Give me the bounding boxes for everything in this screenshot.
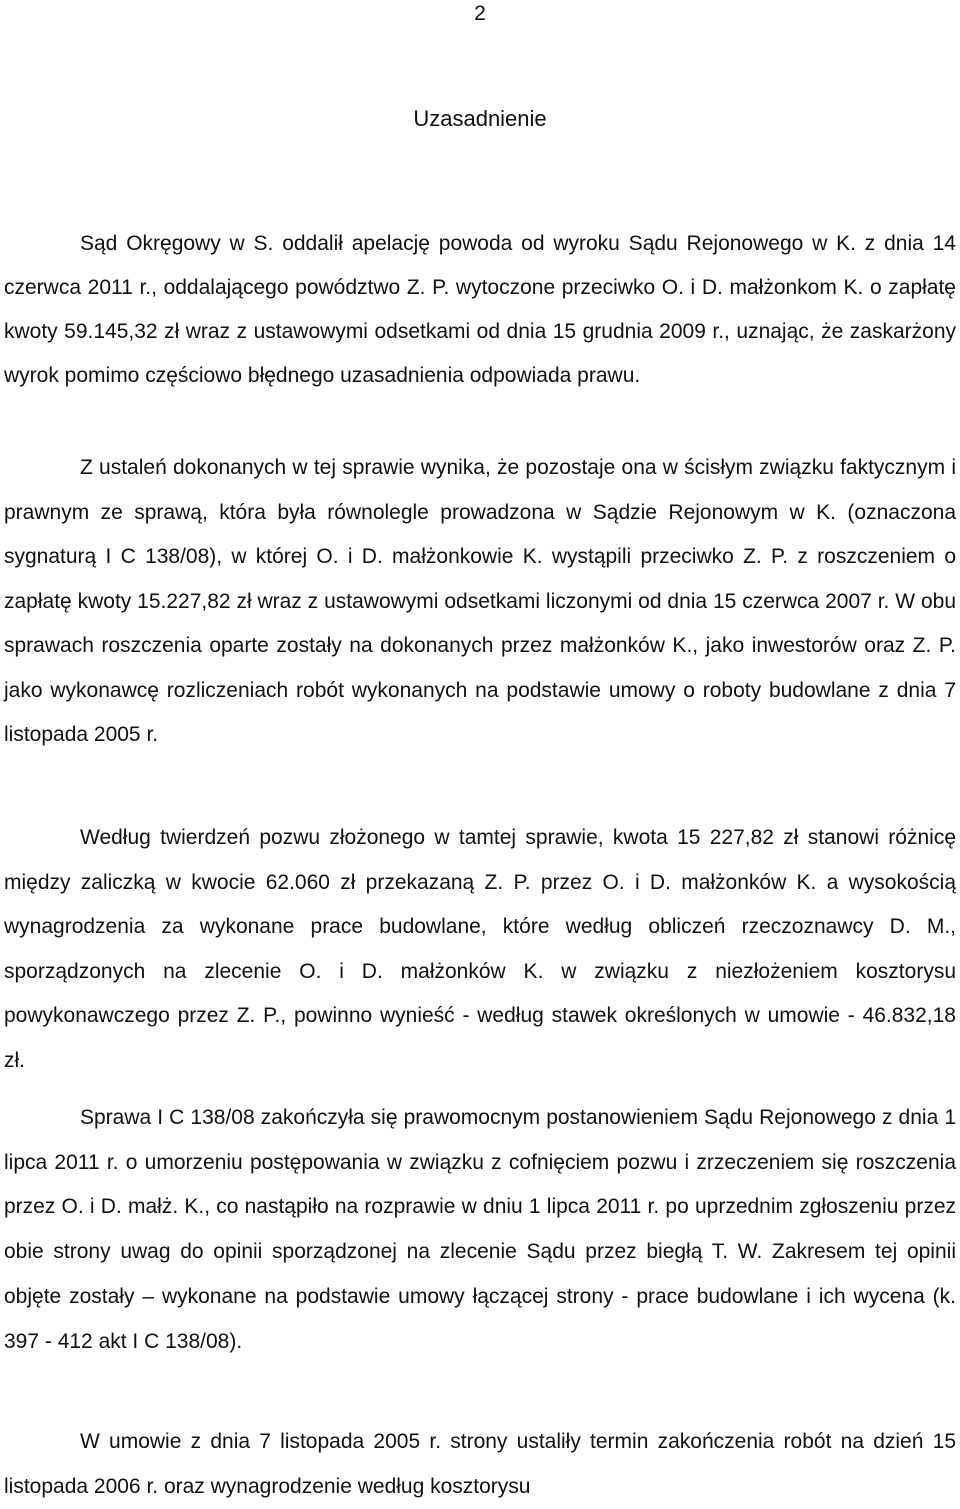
paragraph-4: Sprawa I C 138/08 zakończyła się prawomocnym postanowieniem Sądu Rejonowego z dnia 1 lipca 2011 r. o umorzeniu postępowania w związku z cofnięciem pozwu i zrzeczeniem się roszczenia przez O. i D. małż. K., co nastąpiło na rozprawie w dniu 1 lipca 2011 r. po uprzednim zgłoszeniu przez obie strony uwag do opinii sporządzonej na zlecenie Sądu przez biegłą T. W. Zakresem tej opinii objęte zostały – wykonane na podstawie umowy łączącej strony - prace budowlane i ich wycena (k. 397 - 412 akt I C 138/08).	[4, 1106, 956, 1353]
page-number: 2	[474, 2, 486, 25]
paragraph-5: W umowie z dnia 7 listopada 2005 r. strony ustaliły termin zakończenia robót na dzień 15 listopada 2006 r. oraz wynagrodzenie według kosztorysu	[4, 1430, 956, 1498]
paragraph-3: Według twierdzeń pozwu złożonego w tamtej sprawie, kwota 15 227,82 zł stanowi różnicę między zaliczką w kwocie 62.060 zł przekazaną Z. P. przez O. i D. małżonków K. a wysokością wynagrodzenia za wykonane prace budowlane, które według obliczeń rzeczoznawcy D. M., sporządzonych na zlecenie O. i D. małżonków K. w związku z niezłożeniem kosztorysu powykonawczego przez Z. P., powinno wynieść - według stawek określonych w umowie - 46.832,18 zł.	[4, 826, 956, 1072]
paragraph-2: Z ustaleń dokonanych w tej sprawie wynika, że pozostaje ona w ścisłym związku faktycznym i prawnym ze sprawą, która była równolegle prowadzona w Sądzie Rejonowym w K. (oznaczona sygnaturą I C 138/08), w której O. i D. małżonkowie K. wystąpili przeciwko Z. P. z roszczeniem o zapłatę kwoty 15.227,82 zł wraz z ustawowymi odsetkami liczonymi od dnia 15 czerwca 2007 r. W obu sprawach roszczenia oparte zostały na dokonanych przez małżonków K., jako inwestorów oraz Z. P. jako wykonawcę rozliczeniach robót wykonanych na podstawie umowy o roboty budowlane z dnia 7 listopada 2005 r.	[4, 456, 956, 746]
document-title: Uzasadnienie	[413, 106, 547, 131]
paragraph-1: Sąd Okręgowy w S. oddalił apelację powoda od wyroku Sądu Rejonowego w K. z dnia 14 czerwca 2011 r., oddalającego powództwo Z. P. wytoczone przeciwko O. i D. małżonkom K. o zapłatę kwoty 59.145,32 zł wraz z ustawowymi odsetkami od dnia 15 grudnia 2009 r., uznając, że zaskarżony wyrok pomimo częściowo błędnego uzasadnienia odpowiada prawu.	[4, 232, 956, 387]
